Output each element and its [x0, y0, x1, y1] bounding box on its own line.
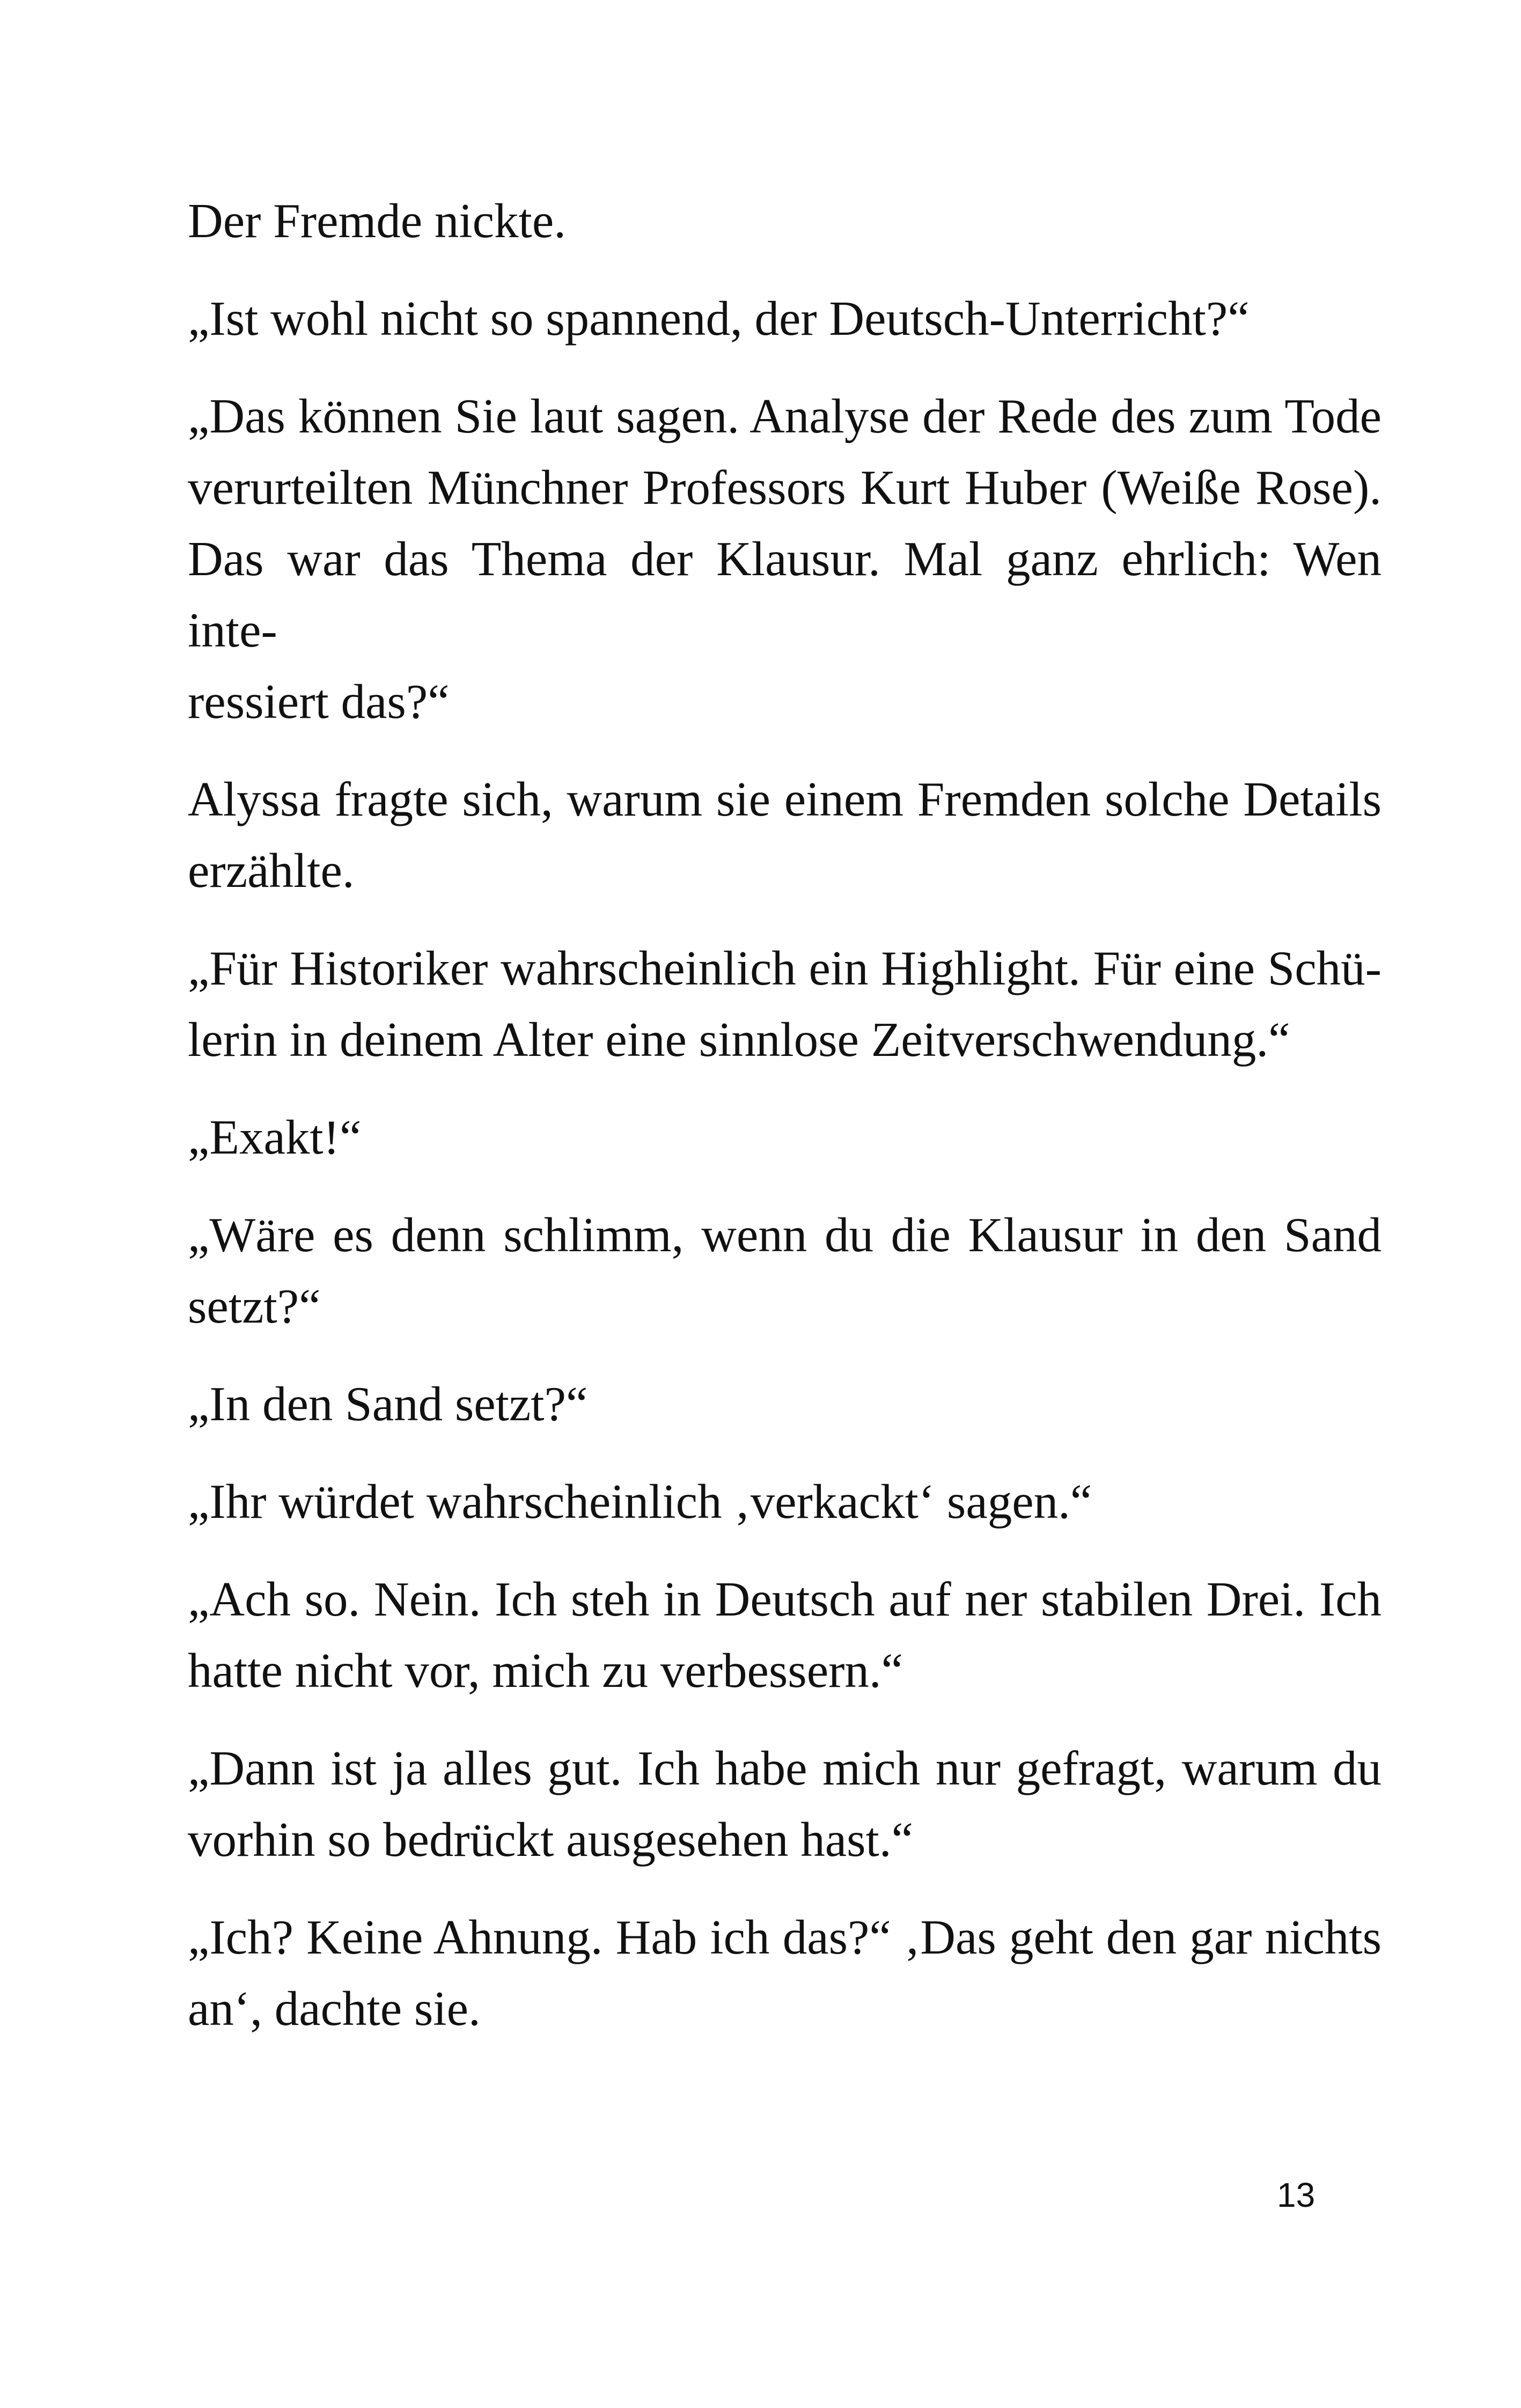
paragraph: [188, 1368, 1382, 1440]
paragraph: [188, 380, 1382, 737]
text-line: Alyssa fragte sich, warum sie einem Fremden solche Details: [188, 772, 1382, 826]
paragraph: [188, 1732, 1382, 1875]
body-text: [188, 185, 1382, 2071]
text-line: ressiert das?“: [188, 674, 450, 729]
text-line: hatte nicht vor, mich zu verbessern.“: [188, 1643, 903, 1698]
text-line: Das war das Thema der Klausur. Mal ganz ehrlich: Wen inte-: [188, 532, 1382, 657]
text-line: erzählte.: [188, 843, 355, 898]
text-line: verurteilten Münchner Professors Kurt Huber (Weiße Rose).: [188, 460, 1382, 515]
text-line: „Ach so. Nein. Ich steh in Deutsch auf ner stabilen Drei. Ich: [188, 1572, 1382, 1626]
text-line: „Dann ist ja alles gut. Ich habe mich nur gefragt, warum du: [188, 1741, 1382, 1795]
paragraph: [188, 283, 1382, 354]
text-line: lerin in deinem Alter eine sinnlose Zeitverschwendung.“: [188, 1012, 1290, 1067]
paragraph: [188, 1563, 1382, 1706]
text-line: „Für Historiker wahrscheinlich ein Highlight. Für eine Schü-: [188, 941, 1382, 995]
text-line: „Das können Sie laut sagen. Analyse der Rede des zum Tode: [188, 389, 1382, 443]
text-line: Der Fremde nickte.: [188, 194, 566, 248]
text-line: vorhin so bedrückt ausgesehen hast.“: [188, 1812, 913, 1867]
text-line: „Exakt!“: [188, 1110, 362, 1164]
text-line: „In den Sand setzt?“: [188, 1377, 588, 1431]
paragraph: [188, 1199, 1382, 1342]
text-line: „Ist wohl nicht so spannend, der Deutsch-Unterricht?“: [188, 291, 1250, 346]
text-line: „Wäre es denn schlimm, wenn du die Klausur in den Sand: [188, 1208, 1382, 1262]
text-line: an‘, dachte sie.: [188, 1981, 481, 2036]
page-number: 13: [1277, 2176, 1316, 2214]
paragraph: [188, 1466, 1382, 1537]
text-line: „Ich? Keine Ahnung. Hab ich das?“ ‚Das geht den gar nichts: [188, 1910, 1382, 1964]
paragraph: [188, 185, 1382, 256]
paragraph: [188, 933, 1382, 1075]
paragraph: [188, 763, 1382, 906]
paragraph: [188, 1902, 1382, 2044]
text-line: setzt?“: [188, 1279, 321, 1333]
paragraph: [188, 1102, 1382, 1173]
text-line: „Ihr würdet wahrscheinlich ‚verkackt‘ sagen.“: [188, 1474, 1092, 1529]
